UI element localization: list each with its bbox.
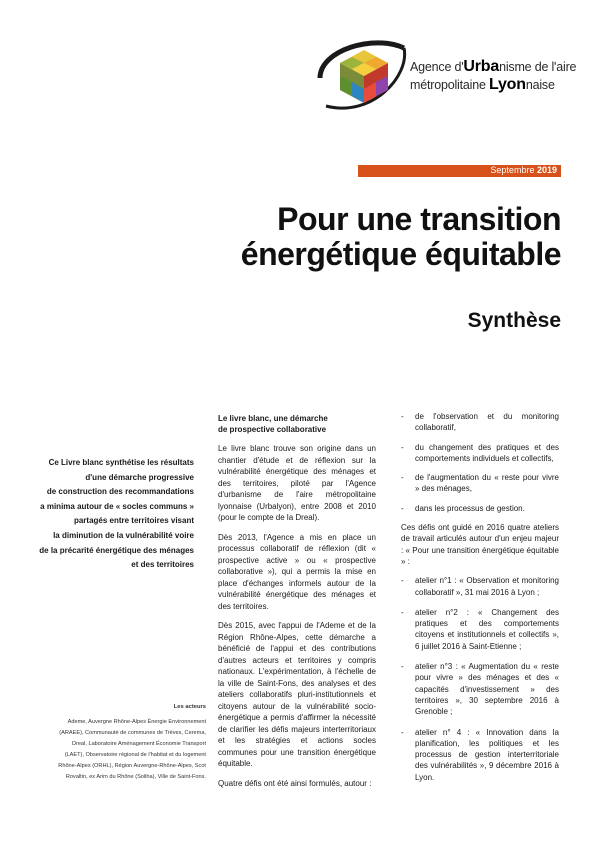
defis-list — [401, 411, 559, 514]
list-item — [401, 472, 559, 495]
logo-line1-strong: Urba — [463, 58, 500, 75]
dash-bullet: - — [401, 412, 404, 421]
date-month: Septembre — [490, 165, 535, 175]
list-item — [401, 442, 559, 465]
cube-logo-icon — [312, 36, 412, 120]
actors-line: (LAET), Observatoire régional de l'habitat et du logement — [64, 752, 206, 758]
list-item-text: atelier n°2 : « Changement des pratiques et des comportements citoyens et institutionnels et collectifs », 6 juillet 2016 à Saint-Etienne ; — [415, 607, 559, 651]
actors-line: Ademe, Auvergne Rhône-Alpes Énergie Environnement — [67, 719, 206, 725]
list-item — [401, 607, 559, 652]
summary-line: et des territoires — [131, 560, 194, 570]
logo-line2-strong: Lyon — [489, 76, 526, 93]
logo-line2-post: naise — [525, 78, 555, 92]
paragraph: Dès 2013, l'Agence a mis en place un processus collaboratif de réflexion (dit « prospective active » ou « prospective collaborative »), qui a permis la mise en place d'échanges informels autour de la vulnérabilité énergétique des ménages et des territoires. — [218, 532, 376, 611]
logo-line1-pre: Agence d' — [410, 60, 464, 74]
logo-line2-pre: métropolitaine — [410, 78, 489, 92]
middle-column — [218, 413, 376, 797]
ateliers-list — [401, 575, 559, 783]
date-bar — [358, 165, 561, 177]
agency-logo — [312, 36, 577, 116]
dash-bullet: - — [401, 442, 404, 452]
list-item-text: atelier n°3 : « Augmentation du « reste pour vivre » des ménages et des « capacités d'investissement » des territoires », 30 septembre 2016 à Grenoble ; — [415, 662, 559, 717]
list-item-text: de l'observation et du monitoring collaboratif, — [415, 412, 559, 433]
list-item — [401, 727, 559, 783]
list-item-text: atelier n° 4 : « Innovation dans la planification, les politiques et les processus de gestion interterritoriale des vulnérabilités », 9 décembre 2016 à Lyon. — [415, 727, 559, 782]
page-title — [241, 202, 561, 272]
summary-line: la diminution de la vulnérabilité voire — [53, 530, 194, 540]
list-item-text: dans les processus de gestion. — [415, 503, 525, 513]
actors-line: Rhône-Alpes (ORHL), Région Auvergne-Rhône-Alpes, Scot — [58, 763, 206, 769]
paragraph: Le livre blanc trouve son origine dans un chantier d'étude et de réflexion sur la vulnérabilité énergétique des ménages et des territoires, piloté par l'Agence d'urbanisme de l'aire métropolitaine lyonnaise (Urbalyon), entre 2008 et 2010 (pour le compte de la Dreal). — [218, 444, 376, 522]
summary-line: de construction des recommandations — [46, 487, 194, 497]
summary-line: partagés entre territoires visant — [73, 516, 194, 526]
dash-bullet: - — [401, 727, 404, 737]
right-column — [401, 411, 559, 792]
paragraph: Dès 2015, avec l'appui de l'Ademe et de la Région Rhône-Alpes, cette démarche a bénéficié de l'appui et des contributions d'autres acteurs et territoires y compris nationaux. L'expérimentation, à l'échelle de la ville de Saint-Fons, des analyses et des ateliers collaboratifs pluri-institutionnels et citoyens autour de la vulnérabilité socio-énergétique a permis d'affirmer la nécessité de clarifier les défis majeurs interterritoriaux et les stratégies et actions socles communes pour une transition énergétique équitable. — [218, 621, 376, 768]
section-heading-line2: de prospective collaborative — [218, 425, 327, 434]
list-item-text: atelier n°1 : « Observation et monitoring collaboratif », 31 mai 2016 à Lyon ; — [415, 576, 559, 597]
actors-title: Les acteurs — [173, 704, 206, 710]
summary-line: de la précarité énergétique des ménages — [39, 545, 194, 555]
page-subtitle: Synthèse — [467, 309, 561, 332]
dash-bullet: - — [401, 662, 404, 672]
paragraph: Quatre défis ont été ainsi formulés, autour : — [218, 778, 372, 788]
date-label — [490, 164, 557, 177]
summary-line: a minima autour de « socles communs » — [40, 501, 194, 511]
section-heading-line1: Le livre blanc, une démarche — [218, 414, 328, 423]
actors-line: Rovaltin, ex Arim du Rhône (Soliha), Ville de Saint-Fons. — [65, 774, 206, 780]
actors-block — [38, 702, 206, 783]
dash-bullet: - — [401, 576, 404, 586]
list-item — [401, 575, 559, 598]
date-year: 2019 — [536, 165, 557, 175]
ateliers-intro: Ces défis ont guidé en 2016 quatre ateliers de travail articulés autour d'un enjeu majeur : « Pour une transition énergétique équitable » : — [401, 523, 559, 566]
list-item — [401, 503, 559, 514]
section-heading — [218, 413, 376, 435]
list-item-text: du changement des pratiques et des comportements individuels et collectifs, — [415, 442, 559, 463]
dash-bullet: - — [401, 503, 404, 513]
list-item-text: de l'augmentation du « reste pour vivre » des ménages, — [415, 473, 559, 494]
dash-bullet: - — [401, 473, 404, 483]
summary-line: Ce Livre blanc synthétise les résultats — [48, 458, 194, 467]
title-line1: Pour une transition — [277, 201, 561, 237]
dash-bullet: - — [401, 607, 404, 617]
logo-line1-post: nisme de l'aire — [499, 60, 577, 74]
summary-block — [30, 456, 194, 573]
actors-line: (ARAEE), Communauté de communes de Trèves, Cerema, — [59, 730, 206, 736]
list-item — [401, 411, 559, 434]
logo-wordmark — [410, 58, 576, 94]
summary-line: d'une démarche progressive — [85, 472, 194, 482]
list-item — [401, 661, 559, 717]
title-line2: énergétique équitable — [240, 236, 561, 272]
actors-line: Dreal, Laboratoire Aménagement Économie Transport — [71, 741, 206, 747]
